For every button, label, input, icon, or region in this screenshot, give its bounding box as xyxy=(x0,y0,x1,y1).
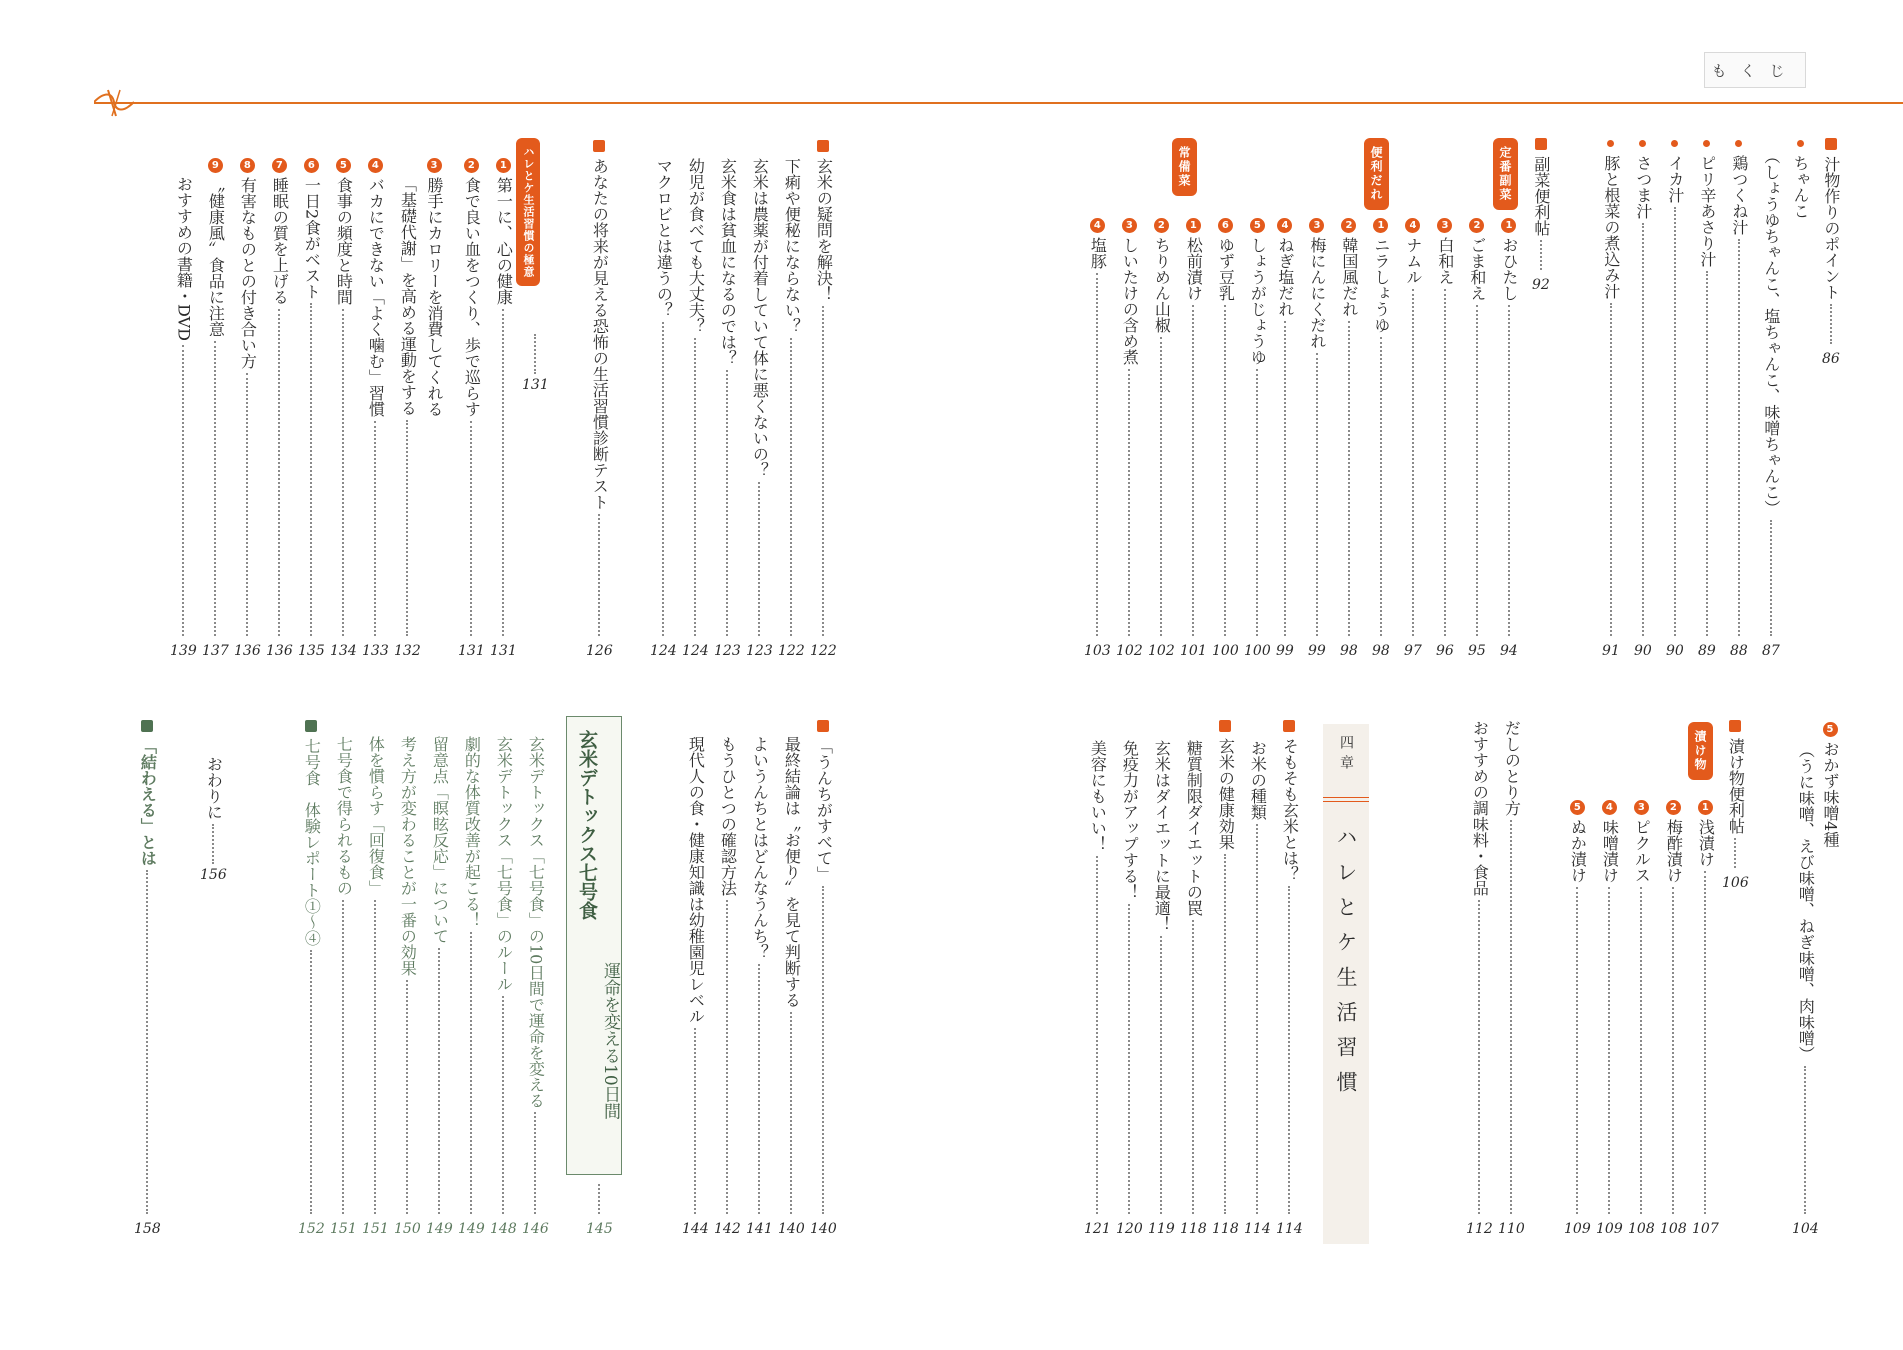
toc-entry-shougajouyu[interactable]: 5 しょうがじょうゆ 100 xyxy=(1244,220,1271,659)
toc-entry-matsumae[interactable]: 1 松前漬け 101 xyxy=(1180,220,1207,659)
toc-entry-hare-page[interactable]: 131 xyxy=(522,330,549,392)
toc-entry-yoiunchi[interactable]: よいうんちとはどんなうんち？ 141 xyxy=(746,736,773,1237)
tag-hare: ハレとケ生活習慣の極意 xyxy=(516,138,540,286)
toc-entry-calorie[interactable]: 3 勝手にカロリーを消費してくれる xyxy=(425,160,444,417)
toc-entry-hinketsu[interactable]: 玄米食は貧血になるのでは？ 123 xyxy=(714,158,741,659)
toc-entry-10days[interactable]: 玄米デトックス「七号食」の10日間で運命を変える 146 xyxy=(522,736,549,1237)
toc-entry-kankoku[interactable]: 2 韓国風だれ 98 xyxy=(1339,220,1359,659)
toc-entry-menekiryoku[interactable]: 免疫力がアップする！ 120 xyxy=(1116,740,1143,1237)
toc-entry-goma[interactable]: 2 ごま和え 95 xyxy=(1467,220,1487,659)
toc-entry-nishoku[interactable]: 6 一日2食がベスト 135 xyxy=(298,160,325,659)
toc-entry-chanko-variants[interactable]: （しょうゆちゃんこ、塩ちゃんこ、味噌ちゃんこ） 87 xyxy=(1761,148,1781,659)
detox-title: 玄米デトックス七号食 xyxy=(576,730,598,920)
toc-entry-kamu[interactable]: 4 バカにできない「よく噛む」習慣 133 xyxy=(362,160,389,659)
toc-entry-gendaijin[interactable]: 現代人の食・健康知識は幼稚園児レベル 144 xyxy=(682,736,709,1237)
toc-entry-owari[interactable]: おわりに 156 xyxy=(200,756,227,883)
detox-subtitle: 運命を変える10日間 xyxy=(600,962,620,1120)
toc-entry-suimin[interactable]: 7 睡眠の質を上げる 136 xyxy=(266,160,293,659)
toc-entry-yuugai[interactable]: 8 有害なものとの付き合い方 136 xyxy=(234,160,261,659)
toc-entry-diet[interactable]: 玄米はダイエットに最適！ 119 xyxy=(1148,740,1175,1237)
toc-entry-pickles[interactable]: 3 ピクルス 108 xyxy=(1628,802,1655,1237)
section-square-icon xyxy=(1825,138,1837,150)
toc-entry-youji[interactable]: 幼児が食べても大丈夫？ 124 xyxy=(682,158,709,659)
tag-teiban: 定番副菜 xyxy=(1493,138,1518,210)
toc-entry-kenkoufu[interactable]: 9 〝健康風〟食品に注意 137 xyxy=(202,160,229,659)
toc-entry-toushitsu[interactable]: 糖質制限ダイエットの罠 118 xyxy=(1180,740,1207,1237)
tag-tsukemono: 漬け物 xyxy=(1688,722,1713,780)
toc-entry-asazuke[interactable]: 1 浅漬け 107 xyxy=(1692,802,1719,1237)
bullet-dot-icon xyxy=(1797,140,1804,147)
toc-entry-ika[interactable]: イカ汁 90 xyxy=(1666,140,1684,658)
toc-entry-detox-page[interactable]: 145 xyxy=(586,1180,613,1236)
toc-entry-dashi[interactable]: だしのとり方 110 xyxy=(1498,720,1525,1237)
toc-entry-biyou[interactable]: 美容にもいい！ 121 xyxy=(1084,740,1111,1237)
toc-entry-taishitsu[interactable]: 劇的な体質改善が起こる！ 149 xyxy=(458,736,485,1237)
toc-entry-yuzu[interactable]: 6 ゆず豆乳 100 xyxy=(1212,220,1239,659)
toc-entry-shoseki[interactable]: おすすめの書籍・DVD 139 xyxy=(170,176,197,659)
chapter-title: ハレとケ生活習慣 xyxy=(1334,826,1358,1106)
toc-entry-negishio[interactable]: 4 ねぎ塩だれ 99 xyxy=(1275,220,1295,659)
chapter-number: 四章 xyxy=(1338,735,1354,775)
toc-entry-report[interactable]: 七号食 体験レポート①〜④ 152 xyxy=(298,720,325,1236)
toc-entry-rule[interactable]: 玄米デトックス「七号食」のルール 148 xyxy=(490,736,517,1237)
toc-entry-chirimen[interactable]: 2 ちりめん山椒 102 xyxy=(1148,220,1175,659)
toc-entry-chanko[interactable]: ちゃんこ xyxy=(1792,140,1808,219)
toc-entry-macrobi[interactable]: マクロビとは違うの？ 124 xyxy=(650,158,677,659)
toc-entry-tsukune[interactable]: 鶏つくね汁 88 xyxy=(1730,140,1748,658)
toc-entry-nukazuke[interactable]: 5 ぬか漬け 109 xyxy=(1564,802,1591,1237)
toc-entry-musubu[interactable]: 「結わえる」とは 158 xyxy=(134,720,161,1236)
toc-entry-tsukemono[interactable]: 漬け物便利帖 106 xyxy=(1722,720,1749,916)
toc-entry-geri[interactable]: 下痢や便秘にならない？ 122 xyxy=(778,158,805,659)
toc-entry-buta[interactable]: 豚と根菜の煮込み汁 91 xyxy=(1602,140,1620,658)
toc-entry-namul[interactable]: 4 ナムル 97 xyxy=(1403,220,1423,659)
toc-entry-genmai[interactable]: そもそも玄米とは？ 114 xyxy=(1276,720,1303,1236)
toc-entry-nira[interactable]: 1 ニラしょうゆ 98 xyxy=(1371,220,1391,659)
toc-entry-chomiryo[interactable]: おすすめの調味料・食品 112 xyxy=(1466,720,1493,1237)
toc-entry-hindo[interactable]: 5 食事の頻度と時間 134 xyxy=(330,160,357,659)
toc-header-label: もくじ xyxy=(1704,52,1806,88)
toc-entry-gimon[interactable]: 玄米の疑問を解決！ 122 xyxy=(810,140,837,658)
green-square-icon xyxy=(305,720,317,732)
toc-entry-miso-variants[interactable]: （うに味噌、えび味噌、ねぎ味噌、肉味噌） 104 xyxy=(1792,742,1819,1237)
toc-entry-kokoro[interactable]: 1 第一に、心の健康 131 xyxy=(490,160,517,659)
green-square-icon xyxy=(141,720,153,732)
tag-benri: 便利だれ xyxy=(1364,138,1389,210)
chapter-divider xyxy=(1323,797,1369,802)
toc-entry-umeninniku[interactable]: 3 梅にんにくだれ 99 xyxy=(1307,220,1327,659)
toc-entry-kenkou[interactable]: 玄米の健康効果 118 xyxy=(1212,720,1239,1236)
toc-entry-chi[interactable]: 2 食で良い血をつくり、歩で巡らす 131 xyxy=(458,160,485,659)
toc-entry-satsuma[interactable]: さつま汁 90 xyxy=(1634,140,1652,658)
toc-entry-mengen[interactable]: 留意点「瞑眩反応」について 149 xyxy=(426,736,453,1237)
toc-entry-ohitashi[interactable]: 1 おひたし 94 xyxy=(1499,220,1519,659)
toc-entry-unchi[interactable]: 「うんちがすべて」 140 xyxy=(810,720,837,1236)
toc-entry-shiraae[interactable]: 3 白和え 96 xyxy=(1435,220,1455,659)
toc-entry-kiso[interactable]: 「基礎代謝」を高める運動をする 132 xyxy=(394,176,421,659)
rope-knot-icon xyxy=(94,88,134,118)
toc-entry-misozuke[interactable]: 4 味噌漬け 109 xyxy=(1596,802,1623,1237)
toc-entry-shiitake[interactable]: 3 しいたけの含め煮 102 xyxy=(1116,220,1143,659)
decorative-rope-line xyxy=(94,102,1903,104)
toc-entry-kakunin[interactable]: もうひとつの確認方法 142 xyxy=(714,736,741,1237)
toc-entry-otayori[interactable]: 最終結論は〝お便り〟を見て判断する 140 xyxy=(778,736,805,1237)
tag-joubi: 常備菜 xyxy=(1172,138,1197,196)
toc-entry-kangaekata[interactable]: 考え方が変わることが一番の効果 150 xyxy=(394,736,421,1237)
toc-entry-nouyaku[interactable]: 玄米は農薬が付着していて体に悪くないの？ 123 xyxy=(746,158,773,659)
toc-entry-shiobuta[interactable]: 4 塩豚 103 xyxy=(1084,220,1111,659)
toc-entry-kaifuku[interactable]: 体を慣らす「回復食」 151 xyxy=(362,736,389,1237)
toc-entry-umezu[interactable]: 2 梅酢漬け 108 xyxy=(1660,802,1687,1237)
toc-entry-test[interactable]: あなたの将来が見える恐怖の生活習慣診断テスト 126 xyxy=(586,140,613,658)
toc-entry-fukusai[interactable]: 副菜便利帖 92 xyxy=(1532,138,1550,318)
toc-entry-erarerumono[interactable]: 七号食で得られるもの 151 xyxy=(330,736,357,1237)
toc-entry-okome[interactable]: お米の種類 114 xyxy=(1244,740,1271,1237)
toc-entry-miso[interactable]: 5 おかず味噌4種 xyxy=(1821,724,1840,848)
toc-entry-asari[interactable]: ピリ辛あさり汁 89 xyxy=(1698,140,1716,658)
toc-entry-soup[interactable]: 汁物作りのポイント 86 xyxy=(1822,138,1840,398)
